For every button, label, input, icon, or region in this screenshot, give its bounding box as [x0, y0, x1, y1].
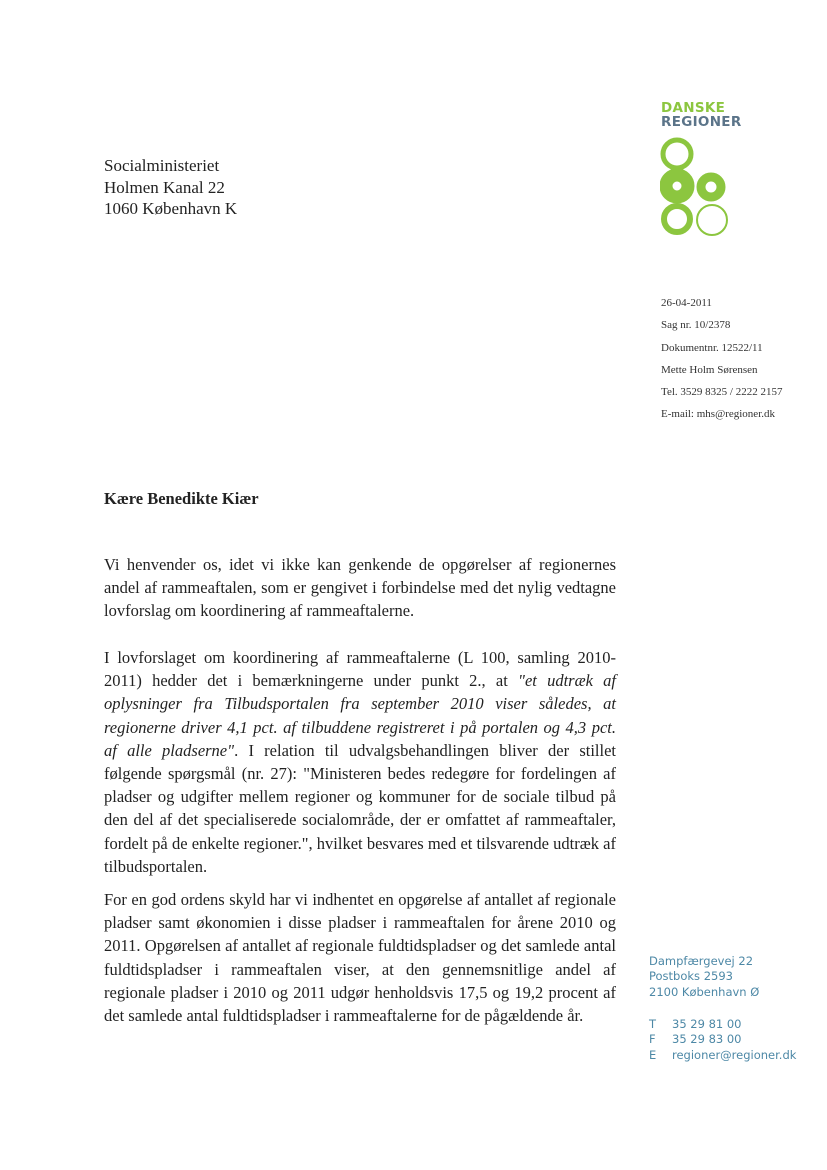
- contact-key: T: [649, 1017, 657, 1031]
- paragraph-2-rest: . I relation til udvalgsbehandlingen bliver der stillet følgende spørgsmål (nr. 27): "Ministeren bedes redegøre for fordelingen af pladser og udgifter mellem regioner og kommuner for de sociale tilbud på den del af det specialiserede socialområde, der er omfattet af rammeaftaler, fordelt på de enkelte regioner.", hvilket besvares med et tilsvarende udtræk af tilbudsportalen.: [104, 740, 616, 876]
- letter-meta: [661, 292, 782, 426]
- recipient-street: Holmen Kanal 22: [104, 177, 225, 197]
- recipient-name: Socialministeriet: [104, 156, 220, 175]
- paragraph-3: For en god ordens skyld har vi indhentet en opgørelse af antallet af regionale pladser samt økonomien i disse pladser i rammeaftalen for årene 2010 og 2011. Opgørelsen af antallet af regionale fuldtidspladser og det samlede antal fuldtidspladser i rammeaftalen viser, at den gennemsnitlige andel af regionale pladser i 2010 og 2011 udgør henholdsvis 17,5 og 19,2 procent af det samlede antal fuldtidspladser i rammeaftalerne for de pågældende år.: [104, 890, 616, 1026]
- recipient-address: [104, 155, 237, 220]
- logo-line-danske: DANSKE: [661, 100, 726, 116]
- contact-value: 35 29 83 00: [672, 1032, 742, 1047]
- sender-contacts: [649, 1017, 796, 1063]
- sender-pobox: Postboks 2593: [649, 969, 733, 984]
- contact-person: Mette Holm Sørensen: [661, 363, 758, 376]
- paragraph-2: [104, 646, 616, 878]
- case-number: Sag nr. 10/2378: [661, 319, 731, 332]
- salutation: Kære Benedikte Kiær: [104, 489, 259, 508]
- letter-date: 26-04-2011: [661, 297, 712, 309]
- paragraph-2-intro: I lovforslaget om koordinering af rammeaftalerne (L 100, samling 2010-2011) hedder det i bemærkningerne under punkt 2., at: [104, 648, 616, 691]
- paragraph-1: Vi henvender os, idet vi ikke kan genkende de opgørelser af regionernes andel af rammeaftalen, som er gengivet i forbindelse med det nylig vedtagne lovforslag om koordinering af rammeaftalerne.: [104, 555, 616, 621]
- contact-key: E: [649, 1047, 657, 1062]
- document-number: Dokumentnr. 12522/11: [661, 341, 763, 354]
- contact-row-fax: [649, 1032, 796, 1047]
- contact-value: 35 29 81 00: [672, 1017, 742, 1031]
- paragraph-2-quote: "et udtræk af oplysninger fra Tilbudsportalen fra september 2010 viser således, at regionerne driver 4,1 pct. af tilbuddene registreret i på portalen og 4,3 pct. af alle pladserne": [104, 671, 616, 760]
- contact-value[interactable]: regioner@regioner.dk: [672, 1047, 797, 1062]
- contact-row-phone: [649, 1017, 796, 1032]
- contact-email: E-mail: mhs@regioner.dk: [661, 408, 775, 421]
- contact-row-email: [649, 1048, 796, 1063]
- sender-address: [649, 954, 759, 1000]
- logo-wordmark: [661, 101, 742, 129]
- contact-phone: Tel. 3529 8325 / 2222 2157: [661, 386, 783, 399]
- recipient-city: 1060 København K: [104, 199, 238, 218]
- logo-circles-icon: [660, 134, 740, 251]
- logo-line-regioner: REGIONER: [661, 114, 742, 130]
- sender-street: Dampfærgevej 22: [649, 954, 754, 968]
- sender-city: 2100 København Ø: [649, 984, 760, 999]
- contact-key: F: [649, 1032, 656, 1047]
